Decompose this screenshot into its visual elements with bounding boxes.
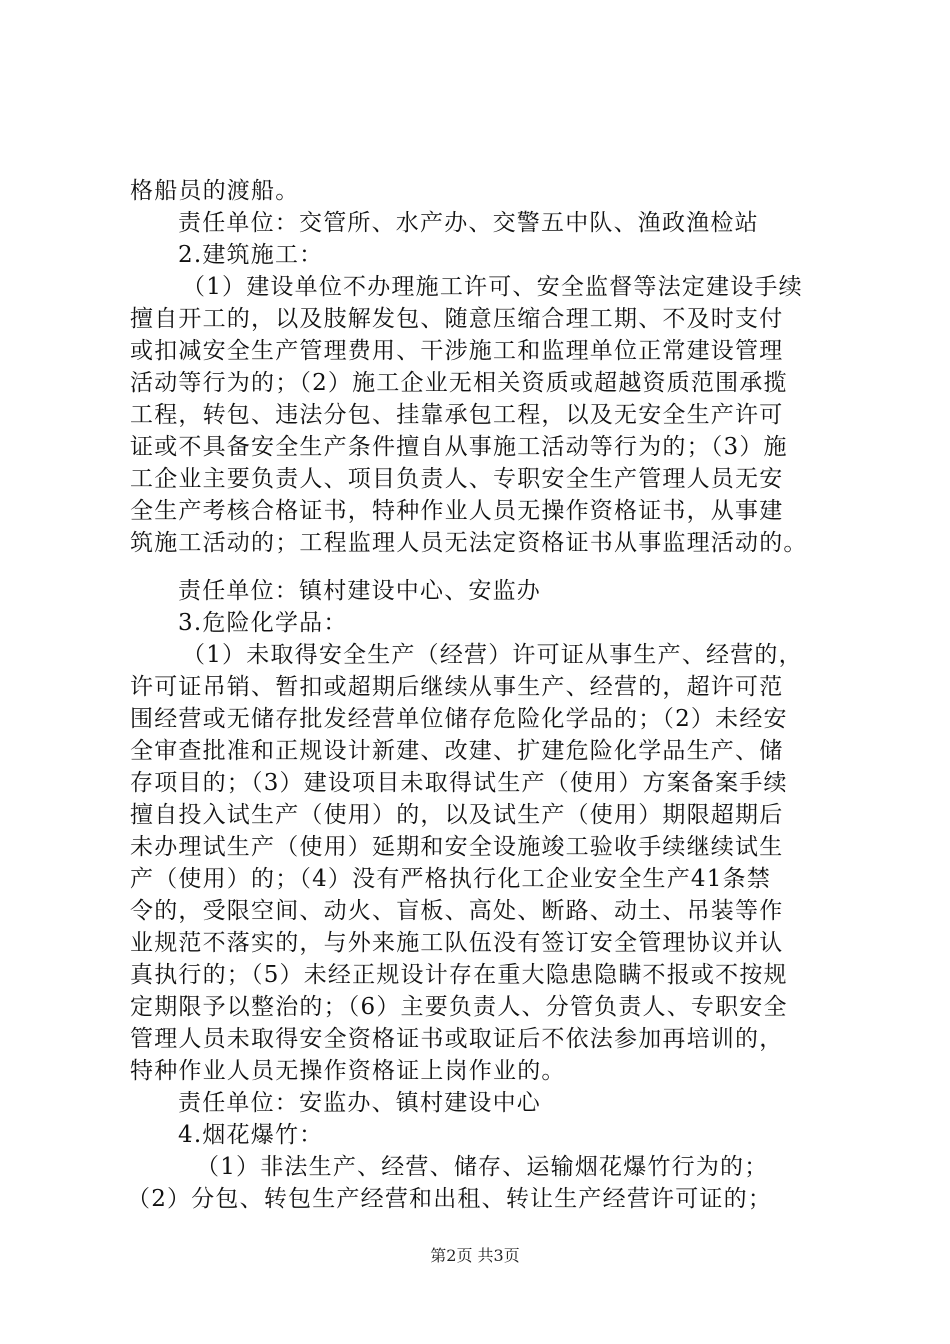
body-line: 活动等行为的；（2）施工企业无相关资质或超越资质范围承揽: [130, 370, 788, 396]
body-line: 存项目的；（3）建设项目未取得试生产（使用）方案备案手续: [130, 770, 788, 796]
body-line: 未办理试生产（使用）延期和安全设施竣工验收手续继续试生: [130, 834, 784, 860]
body-line: 特种作业人员无操作资格证上岗作业的。: [130, 1058, 566, 1084]
body-line: 筑施工活动的；工程监理人员无法定资格证书从事监理活动的。: [130, 530, 808, 556]
responsible-unit-line: 责任单位：镇村建设中心、安监办: [178, 578, 541, 604]
body-line: 工程，转包、违法分包、挂靠承包工程，以及无安全生产许可: [130, 402, 784, 428]
body-line: 真执行的；（5）未经正规设计存在重大隐患隐瞒不报或不按规: [130, 962, 788, 988]
body-line: （1）非法生产、经营、储存、运输烟花爆竹行为的；: [196, 1154, 769, 1180]
body-line: 业规范不落实的，与外来施工队伍没有签订安全管理协议并认: [130, 930, 784, 956]
body-line: 擅自开工的，以及肢解发包、随意压缩合理工期、不及时支付: [130, 306, 784, 332]
body-line: 证或不具备安全生产条件擅自从事施工活动等行为的；（3）施: [130, 434, 788, 460]
body-line: 全审查批准和正规设计新建、改建、扩建危险化学品生产、储: [130, 738, 784, 764]
body-line: （1）建设单位不办理施工许可、安全监督等法定建设手续: [182, 274, 803, 300]
body-line: 工企业主要负责人、项目负责人、专职安全生产管理人员无安: [130, 466, 784, 492]
body-line: （2）分包、转包生产经营和出租、转让生产经营许可证的；: [127, 1186, 773, 1212]
body-line: 许可证吊销、暂扣或超期后继续从事生产、经营的，超许可范: [130, 674, 784, 700]
responsible-unit-line: 责任单位：交管所、水产办、交警五中队、渔政渔检站: [178, 210, 759, 236]
section-heading: 3.危险化学品：: [178, 610, 348, 636]
body-line: 管理人员未取得安全资格证书或取证后不依法参加再培训的，: [130, 1026, 784, 1052]
page-footer: 第2页 共3页: [430, 1246, 520, 1265]
body-line: 产（使用）的；（4）没有严格执行化工企业安全生产41条禁: [130, 866, 771, 892]
responsible-unit-line: 责任单位：安监办、镇村建设中心: [178, 1090, 541, 1116]
body-line: 擅自投入试生产（使用）的，以及试生产（使用）期限超期后: [130, 802, 784, 828]
body-line: 全生产考核合格证书，特种作业人员无操作资格证书，从事建: [130, 498, 784, 524]
body-line: 或扣减安全生产管理费用、干涉施工和监理单位正常建设管理: [130, 338, 784, 364]
section-heading: 2.建筑施工：: [178, 242, 324, 268]
body-line: （1）未取得安全生产（经营）许可证从事生产、经营的，: [182, 642, 803, 668]
body-line: 定期限予以整治的；（6）主要负责人、分管负责人、专职安全: [130, 994, 788, 1020]
section-heading: 4.烟花爆竹：: [178, 1122, 324, 1148]
body-line: 围经营或无储存批发经营单位储存危险化学品的；（2）未经安: [130, 706, 788, 732]
body-line: 格船员的渡船。: [130, 178, 300, 204]
body-line: 令的，受限空间、动火、盲板、高处、断路、动土、吊装等作: [130, 898, 784, 924]
